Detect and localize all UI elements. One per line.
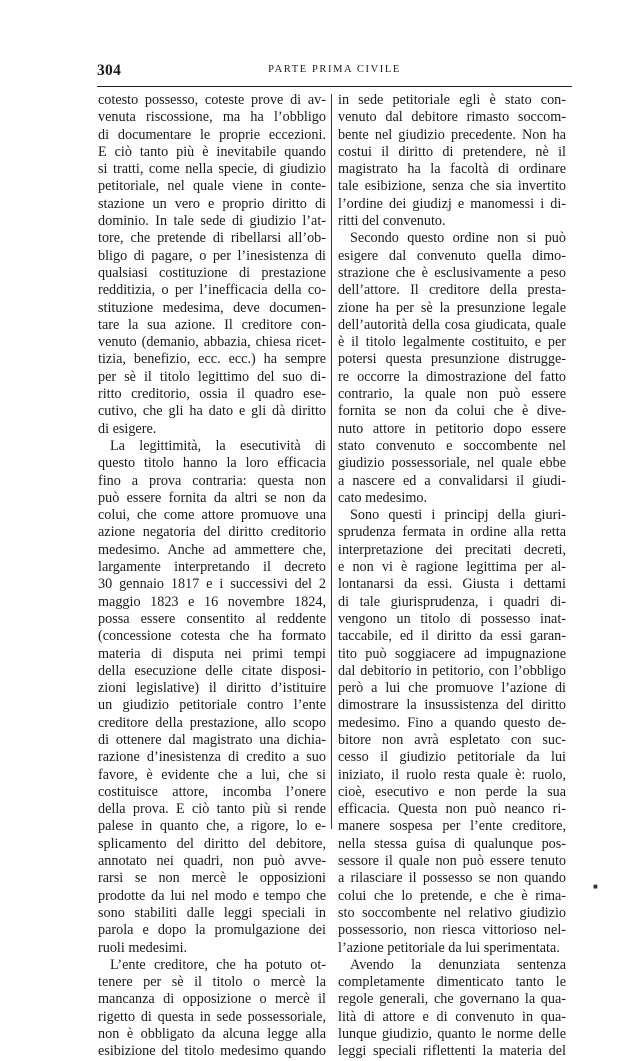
text-line: ruoli medesimi. bbox=[98, 939, 188, 956]
text-line: a nascere ed a convalidarsi il giudi- bbox=[338, 472, 566, 489]
text-line: taccabile, ed il diritto da essi garan- bbox=[338, 628, 566, 645]
text-line: e non vi è ragione legittima per al- bbox=[338, 559, 566, 576]
text-line: regole generali, che governano la qua- bbox=[338, 991, 566, 1008]
text-line: maggio 1823 e 16 novembre 1824, bbox=[98, 593, 326, 610]
text-line: lità di attore e di convenuto in qua- bbox=[338, 1008, 566, 1025]
text-line: medesimo. Fino a quando questo de- bbox=[338, 714, 566, 731]
text-line: venuto (demanio, abbazia, chiesa ricet- bbox=[98, 334, 326, 351]
text-line: nuto attore in petitorio dopo essere bbox=[338, 420, 566, 437]
text-line: tizia, benefizio, ecc. ecc.) ha sempre bbox=[98, 351, 326, 368]
text-line: dominio. In tale sede di giudizio l’at- bbox=[98, 213, 326, 230]
text-line: Sono questi i principj della giuri- bbox=[350, 507, 566, 524]
text-line: prodotte da lui nel modo e tempo che bbox=[98, 887, 326, 904]
text-line: fornita se non da colui che è dive- bbox=[338, 403, 566, 420]
text-line: costituisce attore, incomba l’onere bbox=[98, 783, 326, 800]
text-line: cioè, esecutivo e non perde la sua bbox=[338, 783, 566, 800]
text-line: di ottenere dal magistrato una dichia- bbox=[98, 731, 326, 748]
text-line: mancanza di opposizione o mercè il bbox=[98, 991, 326, 1008]
text-line: l’ordine dei giudizj e manomessi i di- bbox=[338, 195, 566, 212]
text-line: possessorio, non riesca vittorioso nel- bbox=[338, 922, 566, 939]
text-line: L’ente creditore, che ha potuto ot- bbox=[110, 956, 326, 973]
text-line: venuta riscossione, ma ha l’obbligo bbox=[98, 109, 326, 126]
text-line: efficacia. Questa non può neanco ri- bbox=[338, 801, 566, 818]
text-line: sto soccombente nel relativo giudizio bbox=[338, 904, 566, 921]
text-line: sessore il quale non può essere tenuto bbox=[338, 853, 566, 870]
right-text-column bbox=[338, 92, 566, 1061]
text-line: l’azione petitoriale da lui sperimentata. bbox=[338, 939, 560, 956]
text-line: fino a prova contraria: questa non bbox=[98, 472, 326, 489]
text-line: lunque giudizio, quanto le norme delle bbox=[338, 1026, 566, 1043]
text-line: (concessione cotesta che ha formato bbox=[98, 628, 326, 645]
text-line: largamente interpretando il decreto bbox=[98, 559, 326, 576]
text-line: re occorre la dimostrazione del fatto bbox=[338, 368, 566, 385]
text-line: non è obbligato da alcuna legge alla bbox=[98, 1026, 326, 1043]
text-line: petitoriale, nel quale viene in conte- bbox=[98, 178, 326, 195]
text-line: è il titolo legalmente costituito, e per bbox=[338, 334, 566, 351]
text-line: possa essere consentito al reddente bbox=[98, 610, 326, 627]
text-line: bitore non avrà espletato con suc- bbox=[338, 731, 566, 748]
text-line: cato medesimo. bbox=[338, 489, 428, 506]
text-line: ritti del convenuto. bbox=[338, 213, 446, 230]
text-line: contrario, la quale non può essere bbox=[338, 386, 566, 403]
text-line: sono stabiliti dalle leggi speciali in bbox=[98, 904, 326, 921]
text-line: nella stessa guisa di qualunque pos- bbox=[338, 835, 566, 852]
text-line: un giudizio petitoriale contro l’ente bbox=[98, 697, 326, 714]
text-line: bligo di pagare, o per l’inesistenza di bbox=[98, 247, 326, 264]
text-line: costui il diritto di pretendere, nè il bbox=[338, 143, 566, 160]
text-line: completamente dimenticato tanto le bbox=[338, 974, 566, 991]
left-text-column bbox=[98, 92, 326, 1061]
page-header bbox=[97, 62, 572, 82]
text-line: potersi questa presunzione distrugge- bbox=[338, 351, 566, 368]
text-line: materia di disputa nei primi tempi bbox=[98, 645, 326, 662]
header-rule bbox=[97, 86, 572, 87]
text-line: tenere per sè il titolo o mercè la bbox=[98, 974, 326, 991]
text-line: ritto creditorio, ossia il quadro ese- bbox=[98, 386, 326, 403]
text-line: dimostrare la insussistenza del diritto bbox=[338, 697, 566, 714]
text-line: tito può soggiacere ad impugnazione bbox=[338, 645, 566, 662]
text-line: tale esibizione, senza che sia invertito bbox=[338, 178, 566, 195]
text-line: qualsiasi costituzione di prestazione bbox=[98, 264, 326, 281]
text-line: di esigere. bbox=[98, 420, 157, 437]
text-line: palese in quanto che, a rigore, lo e- bbox=[98, 818, 326, 835]
text-line: medesimo. Anche ad ammettere che, bbox=[98, 541, 326, 558]
text-line: in sede petitoriale egli è stato con- bbox=[338, 92, 566, 108]
text-line: tore, che pretende di ribellarsi all’ob- bbox=[98, 230, 326, 247]
text-line: tare la sua azione. Il creditore con- bbox=[98, 316, 326, 333]
text-line: questo titolo hanno la loro efficacia bbox=[98, 455, 326, 472]
text-line: rigetto di questa in sede possessoriale, bbox=[98, 1008, 326, 1025]
text-line: strazione che è esclusivamente a peso bbox=[338, 264, 566, 281]
text-line: zione ha per sè la presunzione legale bbox=[338, 299, 566, 316]
text-line: leggi speciali riflettenti la materia del bbox=[338, 1043, 566, 1060]
text-line: esibizione del titolo medesimo quando bbox=[98, 1043, 326, 1060]
text-line: cutivo, che gli ha dato e gli dà diritto bbox=[98, 403, 326, 420]
text-line: cotesto possesso, coteste prove di av- bbox=[98, 92, 326, 108]
text-line: può essere fornita da altri se non da bbox=[98, 489, 326, 506]
text-line: colui, che come attore promuove una bbox=[98, 507, 326, 524]
text-line: rarsi se non mercè le opposizioni bbox=[98, 870, 326, 887]
text-line: della prova. E ciò tanto più si rende bbox=[98, 801, 326, 818]
text-line: giudizio possessoriale, nel quale ebbe bbox=[338, 455, 566, 472]
text-line: dell’autorità della cosa giudicata, quale bbox=[338, 316, 566, 333]
text-line: Avendo la denunziata sentenza bbox=[350, 956, 566, 973]
text-line: venuto dal debitore rimasto soccom- bbox=[338, 109, 566, 126]
page-corner-mark: ■ bbox=[593, 882, 598, 891]
text-line: razione d’inesistenza di credito a suo bbox=[98, 749, 326, 766]
text-line: bente nel giudizio precedente. Non ha bbox=[338, 126, 566, 143]
text-line: esigere dal convenuto quella dimo- bbox=[338, 247, 566, 264]
text-line: stituzione medesima, deve documen- bbox=[98, 299, 326, 316]
text-line: iniziato, il ruolo resta quale è: ruolo, bbox=[338, 766, 566, 783]
text-line: interpretazione dei precitati decreti, bbox=[338, 541, 566, 558]
text-line: La legittimità, la esecutività di bbox=[110, 437, 326, 454]
text-line: Secondo questo ordine non si può bbox=[350, 230, 566, 247]
text-line: della esecuzione delle citate disposi- bbox=[98, 662, 326, 679]
text-line: annotato nei quadri, non può avve- bbox=[98, 853, 326, 870]
column-divider bbox=[331, 94, 332, 829]
text-line: creditore della prestazione, allo scopo bbox=[98, 714, 326, 731]
text-line: redditizia, o per l’inefficacia della co- bbox=[98, 282, 326, 299]
text-line: si tratti, come nella specie, di giudizio bbox=[98, 161, 326, 178]
text-line: per sè il titolo legittimo del suo di- bbox=[98, 368, 326, 385]
text-line: dal debitorio in petitorio, con l’obbligo bbox=[338, 662, 566, 679]
page-number: 304 bbox=[97, 62, 122, 79]
text-line: però a lui che promuove l’azione di bbox=[338, 680, 566, 697]
text-line: cesso il giudizio petitoriale da lui bbox=[338, 749, 566, 766]
text-line: dell’attore. Il creditore della presta- bbox=[338, 282, 566, 299]
text-line: vengono un titolo di possesso inat- bbox=[338, 610, 566, 627]
text-line: lontanarsi da essi. Giusta i dettami bbox=[338, 576, 566, 593]
text-line: colui che lo pretende, e che è rima- bbox=[338, 887, 566, 904]
text-line: sprudenza fermata in ordine alla retta bbox=[338, 524, 566, 541]
text-line: di documentare le proprie eccezioni. bbox=[98, 126, 326, 143]
text-line: 30 gennaio 1817 e i successivi del 2 bbox=[98, 576, 326, 593]
text-line: manere sospesa per l’ente creditore, bbox=[338, 818, 566, 835]
text-line: di tale giurisprudenza, i quadri di- bbox=[338, 593, 566, 610]
running-title: PARTE PRIMA CIVILE bbox=[268, 64, 401, 75]
text-line: stato convenuto e soccombente nel bbox=[338, 437, 566, 454]
text-line: magistrato ha la facoltà di ordinare bbox=[338, 161, 566, 178]
text-line: azione negatoria del diritto creditorio bbox=[98, 524, 326, 541]
text-line: stazione un vero e proprio diritto di bbox=[98, 195, 326, 212]
text-line: zioni legislative) il diritto d’istituire bbox=[98, 680, 326, 697]
text-line: parola e dopo la promulgazione dei bbox=[98, 922, 326, 939]
text-line: splicamento del diritto del debitore, bbox=[98, 835, 326, 852]
text-line: favore, è evidente che a lui, che si bbox=[98, 766, 326, 783]
text-line: a rilasciare il possesso se non quando bbox=[338, 870, 566, 887]
text-line: E ciò tanto più è inevitabile quando bbox=[98, 143, 326, 160]
